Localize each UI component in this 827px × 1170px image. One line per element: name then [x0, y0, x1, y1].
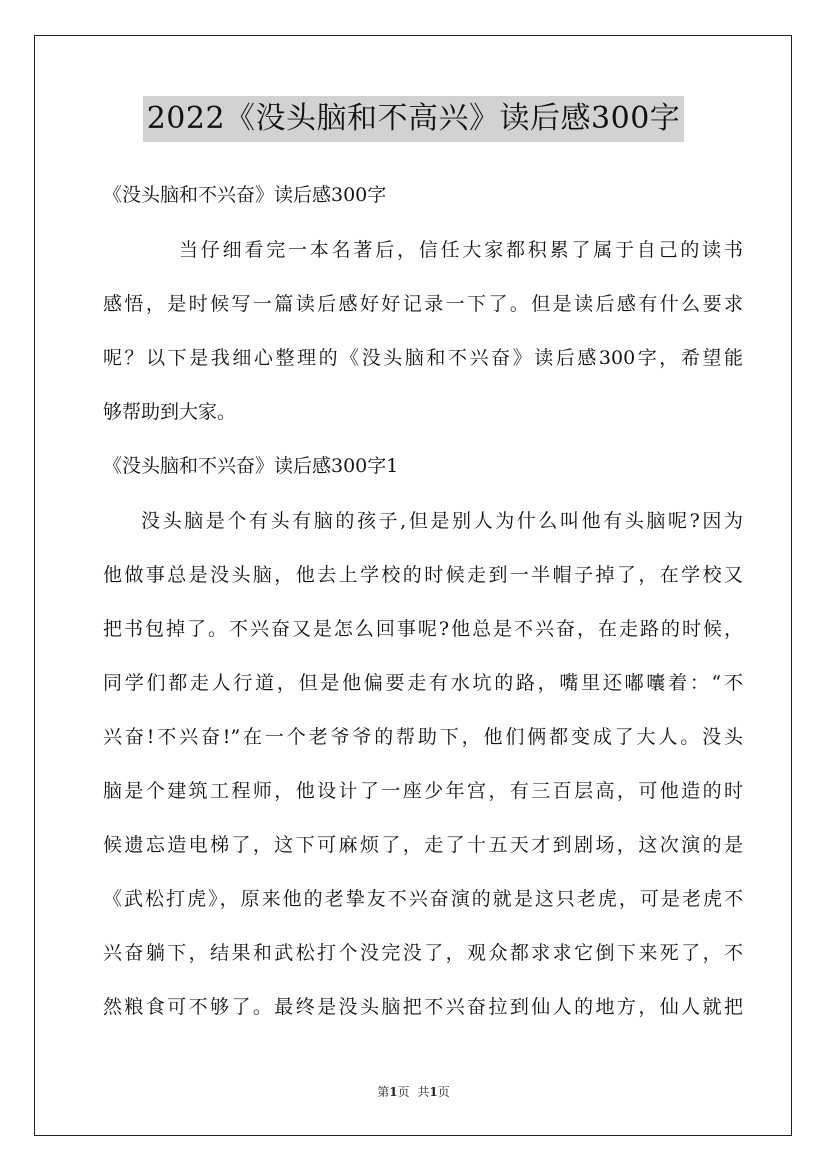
body-line-9: 兴奋躺下，结果和武松打个没完没了，观众都求求它倒下来死了，不 [103, 942, 743, 964]
body-line-6: 脑是个建筑工程师，他设计了一座少年宫，有三百层高，可他造的时 [103, 780, 743, 802]
intro-line-1: 当仔细看完一本名著后，信任大家都积累了属于自己的读书 [179, 239, 743, 261]
document-title-text: 2022《没头脑和不高兴》读后感300字 [143, 96, 685, 142]
body-line-10: 然粮食可不够了。最终是没头脑把不兴奋拉到仙人的地方，仙人就把 [103, 996, 743, 1018]
subtitle-1: 《没头脑和不兴奋》读后感300字 [103, 184, 387, 206]
footer-page-suffix: 页 [397, 1085, 410, 1099]
intro-line-4: 够帮助到大家。 [103, 401, 237, 423]
page-footer [0, 1084, 827, 1100]
document-title [0, 96, 827, 142]
footer-page-number: 1 [389, 1085, 398, 1099]
body-line-4: 同学们都走人行道，但是他偏要走有水坑的路，嘴里还嘟囔着：“不 [103, 672, 743, 694]
footer-page-prefix: 第 [377, 1085, 390, 1099]
body-line-5: 兴奋!不兴奋!”在一个老爷爷的帮助下，他们俩都变成了大人。没头 [103, 726, 743, 748]
footer-total-number: 1 [429, 1085, 438, 1099]
body-line-2: 他做事总是没头脑，他去上学校的时候走到一半帽子掉了，在学校又 [103, 564, 743, 586]
body-line-8: 《武松打虎》，原来他的老挚友不兴奋演的就是这只老虎，可是老虎不 [103, 888, 743, 910]
body-line-3: 把书包掉了。不兴奋又是怎么回事呢?他总是不兴奋，在走路的时候， [103, 618, 743, 640]
intro-line-3: 呢？以下是我细心整理的《没头脑和不兴奋》读后感300字，希望能 [103, 347, 743, 369]
footer-total-prefix: 共 [417, 1085, 430, 1099]
body-line-1: 没头脑是个有头有脑的孩子,但是别人为什么叫他有头脑呢?因为 [141, 510, 743, 532]
intro-line-2: 感悟，是时候写一篇读后感好好记录一下了。但是读后感有什么要求 [103, 293, 743, 315]
body-line-7: 候遗忘造电梯了，这下可麻烦了，走了十五天才到剧场，这次演的是 [103, 834, 743, 856]
footer-total-suffix: 页 [437, 1085, 450, 1099]
subtitle-2: 《没头脑和不兴奋》读后感300字1 [103, 455, 399, 477]
